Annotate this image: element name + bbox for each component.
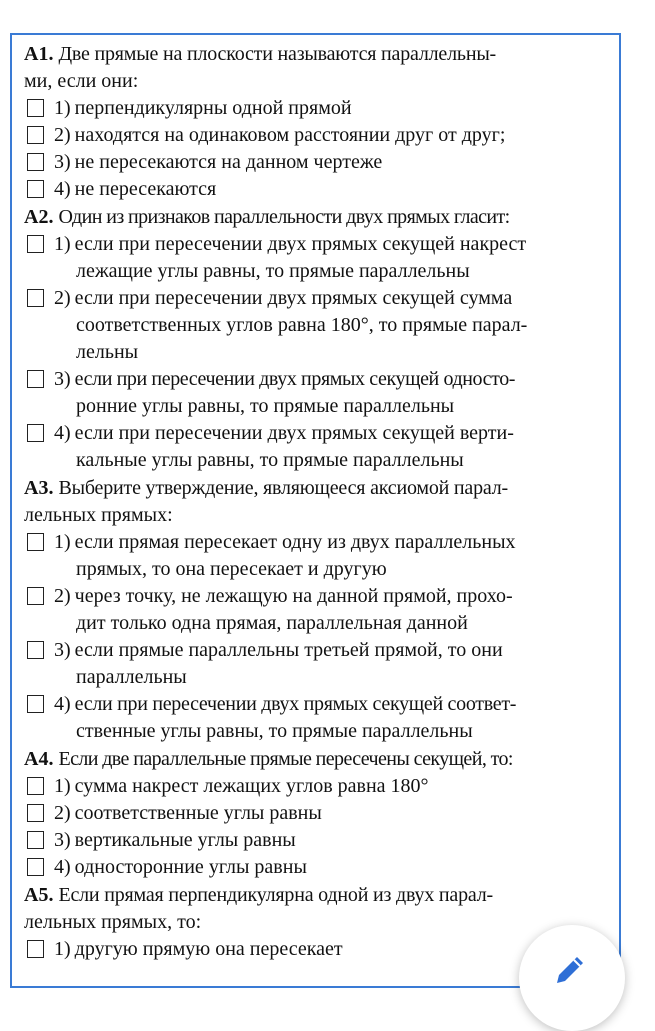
option-number: 3) — [54, 368, 71, 390]
checkbox[interactable] — [27, 424, 44, 442]
option-number: 1) — [54, 531, 71, 553]
stem-continuation: лельных прямых: — [24, 504, 173, 526]
checkbox[interactable] — [27, 533, 44, 551]
question-number: A2. — [24, 206, 54, 228]
question-a4 — [24, 746, 611, 881]
option-text-continuation: лежащие углы равны, то прямые параллельны — [76, 260, 470, 282]
option-text: если при пересечении двух прямых секущей односто- — [74, 368, 516, 390]
stem-continuation: ми, если они: — [24, 70, 139, 92]
answer-option[interactable] — [24, 366, 611, 393]
option-number: 4) — [54, 178, 71, 200]
question-number: A5. — [24, 884, 54, 906]
option-text: если при пересечении двух прямых секущей накрест — [74, 233, 527, 255]
edit-fab-button[interactable] — [519, 925, 625, 1031]
option-text: сумма накрест лежащих углов равна 180° — [74, 775, 429, 797]
pencil-icon — [553, 953, 587, 987]
stem-text: Один из признаков параллельности двух прямых гласит: — [58, 206, 510, 228]
checkbox[interactable] — [27, 587, 44, 605]
option-text: односторонние углы равны — [74, 856, 307, 878]
option-text-continuation: прямых, то она пересекает и другую — [76, 558, 387, 580]
option-text-continuation: ственные углы равны, то прямые параллельны — [76, 720, 473, 742]
answer-option[interactable] — [24, 95, 611, 122]
checkbox[interactable] — [27, 235, 44, 253]
answer-option[interactable] — [24, 827, 611, 854]
option-number: 3) — [54, 151, 71, 173]
checkbox[interactable] — [27, 370, 44, 388]
option-text: если прямая пересекает одну из двух параллельных — [74, 531, 516, 553]
option-number: 2) — [54, 802, 71, 824]
question-a1 — [24, 41, 611, 203]
option-number: 1) — [54, 233, 71, 255]
option-text: если при пересечении двух прямых секущей сумма — [74, 287, 513, 309]
answer-option[interactable] — [24, 122, 611, 149]
checkbox[interactable] — [27, 940, 44, 958]
answer-option[interactable] — [24, 800, 611, 827]
checkbox[interactable] — [27, 831, 44, 849]
question-number: A1. — [24, 43, 54, 65]
question-a2 — [24, 204, 611, 474]
checkbox[interactable] — [27, 695, 44, 713]
option-text-continuation: соответственных углов равна 180°, то прямые парал- — [76, 314, 528, 336]
option-text-continuation: дит только одна прямая, параллельная данной — [76, 612, 468, 634]
answer-option[interactable] — [24, 420, 611, 447]
question-number: A3. — [24, 477, 54, 499]
answer-option[interactable] — [24, 773, 611, 800]
question-a5 — [24, 882, 611, 963]
option-number: 4) — [54, 856, 71, 878]
question-stem — [24, 746, 611, 773]
stem-text: Выберите утверждение, являющееся аксиомой парал- — [58, 477, 508, 499]
question-a3 — [24, 475, 611, 745]
option-number: 4) — [54, 693, 71, 715]
checkbox[interactable] — [27, 99, 44, 117]
option-text-continuation: кальные углы равны, то прямые параллельны — [76, 449, 464, 471]
option-text: если прямые параллельны третьей прямой, то они — [74, 639, 503, 661]
option-text: не пересекаются — [74, 178, 217, 200]
question-number: A4. — [24, 748, 54, 770]
checkbox[interactable] — [27, 126, 44, 144]
option-text: через точку, не лежащую на данной прямой, прохо- — [74, 585, 513, 607]
answer-option[interactable] — [24, 637, 611, 664]
stem-text: Если две параллельные прямые пересечены секущей, то: — [58, 748, 513, 770]
option-text-continuation: параллельны — [76, 666, 187, 688]
answer-option[interactable] — [24, 854, 611, 881]
answer-option[interactable] — [24, 583, 611, 610]
answer-option[interactable] — [24, 231, 611, 258]
checkbox[interactable] — [27, 641, 44, 659]
checkbox[interactable] — [27, 804, 44, 822]
stem-continuation: лельных прямых, то: — [24, 911, 202, 933]
answer-option[interactable] — [24, 176, 611, 203]
answer-option[interactable] — [24, 285, 611, 312]
question-stem — [24, 882, 611, 909]
option-number: 2) — [54, 585, 71, 607]
option-text-continuation: лельны — [76, 341, 139, 363]
option-text: вертикальные углы равны — [74, 829, 296, 851]
option-text: другую прямую она пересекает — [74, 938, 343, 960]
option-text: соответственные углы равны — [74, 802, 322, 824]
question-stem — [24, 41, 611, 68]
option-number: 4) — [54, 422, 71, 444]
option-number: 2) — [54, 287, 71, 309]
answer-option[interactable] — [24, 149, 611, 176]
option-text: находятся на одинаковом расстоянии друг от друг; — [74, 124, 506, 146]
option-number: 2) — [54, 124, 71, 146]
checkbox[interactable] — [27, 153, 44, 171]
checkbox[interactable] — [27, 289, 44, 307]
option-text: если при пересечении двух прямых секущей соответ- — [74, 693, 517, 715]
option-number: 1) — [54, 938, 71, 960]
answer-option[interactable] — [24, 691, 611, 718]
answer-option[interactable] — [24, 529, 611, 556]
option-text: если при пересечении двух прямых секущей верти- — [74, 422, 514, 444]
option-number: 1) — [54, 775, 71, 797]
worksheet-frame — [10, 33, 621, 988]
checkbox[interactable] — [27, 777, 44, 795]
option-number: 3) — [54, 829, 71, 851]
option-text-continuation: ронние углы равны, то прямые параллельны — [76, 395, 455, 417]
option-number: 3) — [54, 639, 71, 661]
option-text: не пересекаются на данном чертеже — [74, 151, 383, 173]
stem-text: Две прямые на плоскости называются параллельны- — [58, 43, 497, 65]
stem-text: Если прямая перпендикулярна одной из двух парал- — [58, 884, 494, 906]
option-number: 1) — [54, 97, 71, 119]
question-stem — [24, 204, 611, 231]
checkbox[interactable] — [27, 858, 44, 876]
question-stem — [24, 475, 611, 502]
checkbox[interactable] — [27, 180, 44, 198]
option-text: перпендикулярны одной прямой — [74, 97, 352, 119]
